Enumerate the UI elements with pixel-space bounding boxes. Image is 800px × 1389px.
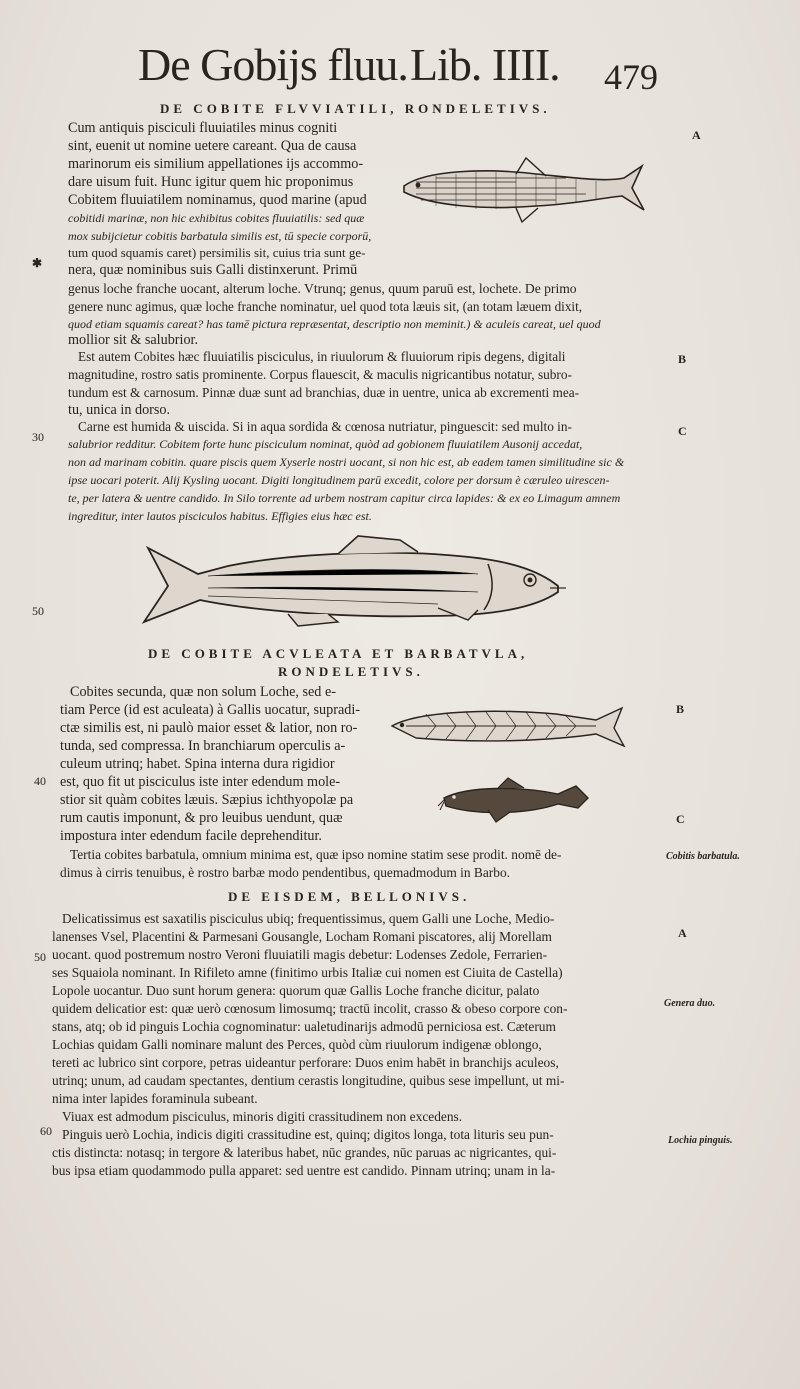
text-line: Cobitem fluuiatilem nominamus, quod marine (apud: [68, 192, 367, 208]
text-line: genus loche franche uocant, alterum loche. Vtrunq; genus, quum paruū est, lochete. De primo: [68, 281, 577, 296]
text-line: nera, quæ nominibus suis Galli distinxerunt. Primū: [68, 262, 358, 278]
margin-letter: A: [692, 128, 701, 142]
text-line: Carne est humida & uiscida. Si in aqua sordida & cœnosa nutriatur, pinguescit: sed multo in-: [78, 419, 572, 434]
section-heading-cobite-aculeata-2: RONDELETIVS.: [278, 664, 424, 679]
text-line: Cobites secunda, quæ non solum Loche, sed e-: [70, 684, 336, 700]
text-line-italic: salubrior redditur. Cobitem forte hunc pisciculum nominat, quòd ad gobionem fluuiatilem Ausonij accedat,: [68, 437, 583, 451]
text-line: tu, unica in dorso.: [68, 402, 171, 418]
fish-illustration-cobitis-fluviatilis: [396, 152, 646, 226]
line-number: 60: [40, 1124, 52, 1138]
text-line-italic: ipse uocari poterit. Alij Kysling uocant. Digiti longitudinem parū excedit, colore per dorsum è cæruleo uirescen-: [68, 473, 610, 487]
margin-letter: C: [678, 424, 687, 438]
text-line: Pinguis uerò Lochia, indicis digiti crassitudine est, quinq; digitos longa, tota lituris seu pun-: [62, 1127, 554, 1142]
text-line-italic: mox subijcietur cobitis barbatula similis est, tū specie corporū,: [68, 229, 372, 243]
text-line: Delicatissimus est saxatilis pisciculus ubiq; frequentissimus, quem Galli une Loche, Medio-: [62, 911, 555, 926]
text-line: Tertia cobites barbatula, omnium minima est, quæ ipso nomine statim sese prodit. nomē de-: [70, 847, 562, 862]
fish-illustration-cobitis-large: [138, 530, 570, 630]
margin-mark: ✱: [32, 256, 43, 270]
text-line-italic: te, per latera & uentre candido. In Silo torrente ad urbem nostram capitur circa lapides: & ex eo Limagum amnem: [68, 491, 621, 505]
text-line: tereti ac lubrico sint corpore, petras uideantur perforare: Duos enim habēt in branchijs aculeos,: [52, 1055, 559, 1070]
margin-note-genera: Genera duo.: [664, 998, 716, 1009]
text-line: marinorum eis similium appellationes ijs accommo-: [68, 156, 364, 172]
text-line: bus ipsa etiam quodammodo pulla apparet: sed uentre est candido. Pinnam utrinq; unam in la-: [52, 1163, 556, 1178]
text-line: tunda, sed compressa. In branchiarum operculis a-: [60, 738, 346, 754]
text-line: utrinq; unum, ad caudam spectantes, dentium cerastis longitudine, quibus sese impellunt, ut mi-: [52, 1073, 565, 1088]
fish-illustration-cobitis-aculeata: [386, 700, 630, 752]
text-line: culeum utrinq; habet. Spina interna dura rigidior: [60, 756, 335, 772]
text-line: Lopole uocantur. Duo sunt horum genera: quorum quæ Gallis Loche franche dicitur, palato: [52, 983, 540, 998]
text-line: Cum antiquis pisciculi fluuiatiles minus cogniti: [68, 120, 338, 136]
fish-illustration-cobitis-barbatula: [438, 776, 598, 824]
text-line: dare uisum fuit. Hunc igitur quem hic proponimus: [68, 174, 354, 190]
section-heading-cobite-aculeata: DE COBITE ACVLEATA ET BARBATVLA,: [148, 646, 529, 661]
running-title: De Gobijs fluu.: [138, 39, 408, 90]
book-number: Lib. IIII.: [410, 39, 560, 90]
text-line: Est autem Cobites hæc fluuiatilis pisciculus, in riuulorum & fluuiorum ripis degens, digitali: [78, 349, 566, 364]
text-line-italic: non ad marinam cobitin. quare piscis quem Xyserle nostri uocant, si non hic est, ab eadem tamen similitudine sic &: [68, 455, 625, 469]
text-line: sint, euenit ut nomine uetere careant. Qua de causa: [68, 138, 357, 154]
line-number: 30: [32, 430, 44, 444]
text-line: stans, atq; ob id pinguis Lochia cognominatur: ualetudinarijs admodū perniciosa est. Cæterum: [52, 1019, 556, 1034]
line-number: 50: [34, 950, 46, 964]
line-number: 40: [34, 774, 46, 788]
text-line-italic: ingreditur, inter lautos pisciculos habitus. Effigies eius hæc est.: [68, 509, 372, 523]
text-line-italic: cobitidi marinæ, non hic exhibitus cobites fluuiatilis: sed quæ: [68, 211, 365, 225]
text-line: tiam Perce (id est aculeata) à Gallis uocatur, supradi-: [60, 702, 361, 718]
text-line: lanenses Vsel, Placentini & Parmesani Gousangle, Locham Romani piscatores, alij Morellam: [52, 929, 552, 944]
text-line: ses Squaiola nominant. In Rifileto amne (finitimo urbis Italiæ cui nomen est Ciuita de Castella): [52, 965, 563, 980]
text-line: ctis distincta: notasq; in tergore & lateribus habet, nūc grandes, nūc paruas ac nigricantes, qui-: [52, 1145, 557, 1160]
margin-note-lochia: Lochia pinguis.: [668, 1135, 733, 1146]
text-line: est, quo fit ut pisciculus iste inter edendum mole-: [60, 774, 341, 790]
text-line: mollior sit & salubrior.: [68, 332, 199, 348]
text-line: impostura inter edendum facile deprehenditur.: [60, 828, 322, 844]
text-line: magnitudine, rostro satis prominente. Corpus flauescit, & maculis nigricantibus notatur, subro-: [68, 367, 572, 382]
margin-letter: B: [678, 352, 687, 366]
text-line: Lochias quidam Galli nominare malunt des Perces, quòd cùm riuulorum indigenæ oblongo,: [52, 1037, 542, 1052]
text-line: quidem delicatior est: quæ uerò cœnosum limosumq; tractū incolit, crasso & obeso corpore con-: [52, 1001, 568, 1016]
margin-letter: C: [676, 812, 685, 826]
text-line: ctæ similis est, ni paulò maior esset & latior, non ro-: [60, 720, 358, 736]
line-number: 50: [32, 604, 44, 618]
margin-letter: B: [676, 702, 685, 716]
text-line: stior sit quàm cobites læuis. Sæpius ichthyopolæ pa: [60, 792, 354, 808]
section-heading-de-eisdem: DE EISDEM, BELLONIVS.: [228, 889, 471, 904]
margin-letter: A: [678, 926, 687, 940]
text-line: tundum est & carnosum. Pinnæ duæ sunt ad branchias, duæ in uentre, unica ab excrementi mea-: [68, 385, 580, 400]
text-line: tum quod squamis caret) persimilis sit, cuius tria sunt ge-: [68, 245, 366, 260]
text-line: genere nunc agimus, quæ loche franche nominatur, uel quod tota læuis sit, (an totam læuem dixit,: [68, 299, 583, 314]
text-line: Viuax est admodum pisciculus, minoris digiti crassitudinem non excedens.: [62, 1109, 463, 1124]
text-line: dimus à cirris tenuibus, è rostro barbæ modo pendentibus, quemadmodum in Barbo.: [60, 865, 511, 880]
text-line: nima inter lapides foraminula subeant.: [52, 1091, 258, 1106]
page-number: 479: [604, 57, 658, 97]
text-line: rum cautis imponunt, & pro leuibus uendunt, quæ: [60, 810, 343, 826]
section-heading-cobite-fluviatili: DE COBITE FLVVIATILI, RONDELETIVS.: [160, 101, 551, 116]
margin-note-barbatula: Cobitis barbatula.: [666, 851, 740, 862]
text-line: uocant. quod postremum nostro Veroni fluuiatili magis debetur: Lodenses Zedole, Ferrarien-: [52, 947, 548, 962]
text-line-italic: quod etiam squamis careat? has tamē pictura repræsentat, descriptio non meminit.) & aculeis careat, uel quod: [68, 317, 601, 331]
